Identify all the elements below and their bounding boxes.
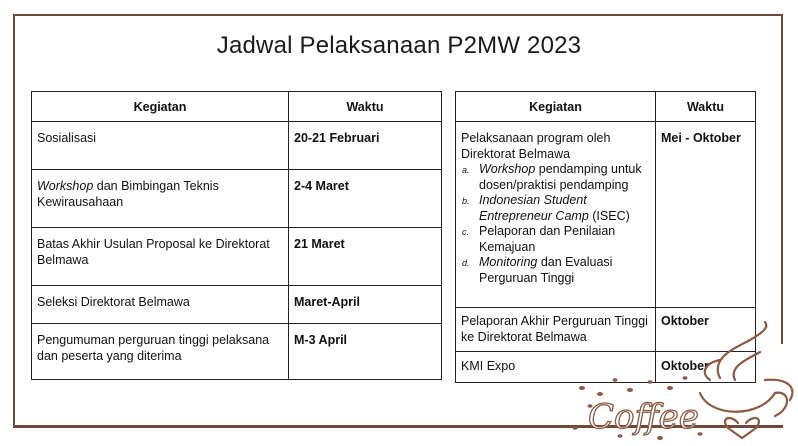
- kegiatan-cell: KMI Expo: [461, 359, 516, 373]
- page-title: Jadwal Pelaksanaan P2MW 2023: [216, 32, 582, 59]
- waktu-cell: 21 Maret: [294, 237, 345, 251]
- table-row: [32, 122, 442, 170]
- waktu-cell: 2-4 Maret: [294, 179, 349, 193]
- kegiatan-emphasis: Workshop: [37, 179, 94, 193]
- waktu-cell: M-3 April: [294, 333, 348, 347]
- list-item: [461, 255, 649, 286]
- list-item: [461, 224, 649, 255]
- waktu-cell: Oktober: [661, 314, 709, 328]
- kegiatan-cell: Pelaporan Akhir Perguruan Tinggi ke Direktorat Belmawa: [461, 314, 648, 344]
- kegiatan-cell: Batas Akhir Usulan Proposal ke Direktorat Belmawa: [37, 237, 270, 267]
- list-item-text: (ISEC): [588, 208, 630, 223]
- table-row: [32, 324, 442, 380]
- waktu-cell: Maret-April: [294, 295, 360, 309]
- table-row: [32, 286, 442, 324]
- list-item: [461, 193, 649, 224]
- coffee-decoration: [560, 318, 798, 446]
- header-waktu: Waktu: [289, 92, 442, 122]
- list-item-text: Pelaporan dan Penilaian Kemajuan: [479, 224, 616, 254]
- waktu-cell: Mei - Oktober: [661, 131, 741, 145]
- kegiatan-text: dan Bimbingan Teknis Kewirausahaan: [37, 179, 219, 209]
- list-item-text: dan Evaluasi Perguruan Tinggi: [479, 255, 613, 285]
- waktu-cell: Oktober: [661, 359, 709, 373]
- slide-frame-right-edge: [781, 14, 783, 344]
- list-item-emphasis: Monitoring: [479, 255, 538, 269]
- header-waktu: Waktu: [656, 92, 756, 122]
- table-header-row: [32, 92, 442, 122]
- list-item-emphasis: Workshop: [479, 162, 536, 176]
- list-marker: d.: [462, 258, 470, 268]
- kegiatan-cell: Pengumuman perguruan tinggi pelaksana dan peserta yang diterima: [37, 333, 270, 363]
- kegiatan-cell: Sosialisasi: [37, 131, 97, 145]
- list-item: [461, 162, 649, 193]
- header-kegiatan: Kegiatan: [32, 92, 289, 122]
- list-item-text: pendamping untuk dosen/praktisi pendamping: [479, 162, 642, 192]
- kegiatan-cell: [456, 122, 655, 292]
- coffee-script-text: Coffee: [588, 397, 699, 437]
- table-row: [32, 228, 442, 286]
- waktu-cell: 20-21 Februari: [294, 131, 380, 145]
- kegiatan-cell: Seleksi Direktorat Belmawa: [37, 295, 190, 309]
- table-row: [456, 122, 756, 308]
- list-marker: c.: [462, 227, 470, 237]
- table-row: [32, 170, 442, 228]
- schedule-table-left: [31, 91, 442, 380]
- header-kegiatan: Kegiatan: [456, 92, 656, 122]
- sub-activity-list: [461, 162, 649, 286]
- list-marker: a.: [462, 165, 470, 175]
- kegiatan-text: Pelaksanaan program oleh Direktorat Belmawa: [461, 131, 611, 161]
- kegiatan-cell: [32, 170, 288, 216]
- list-item-emphasis: Indonesian Student Entrepreneur Camp: [479, 193, 589, 223]
- list-marker: b.: [462, 196, 470, 206]
- table-header-row: [456, 92, 756, 122]
